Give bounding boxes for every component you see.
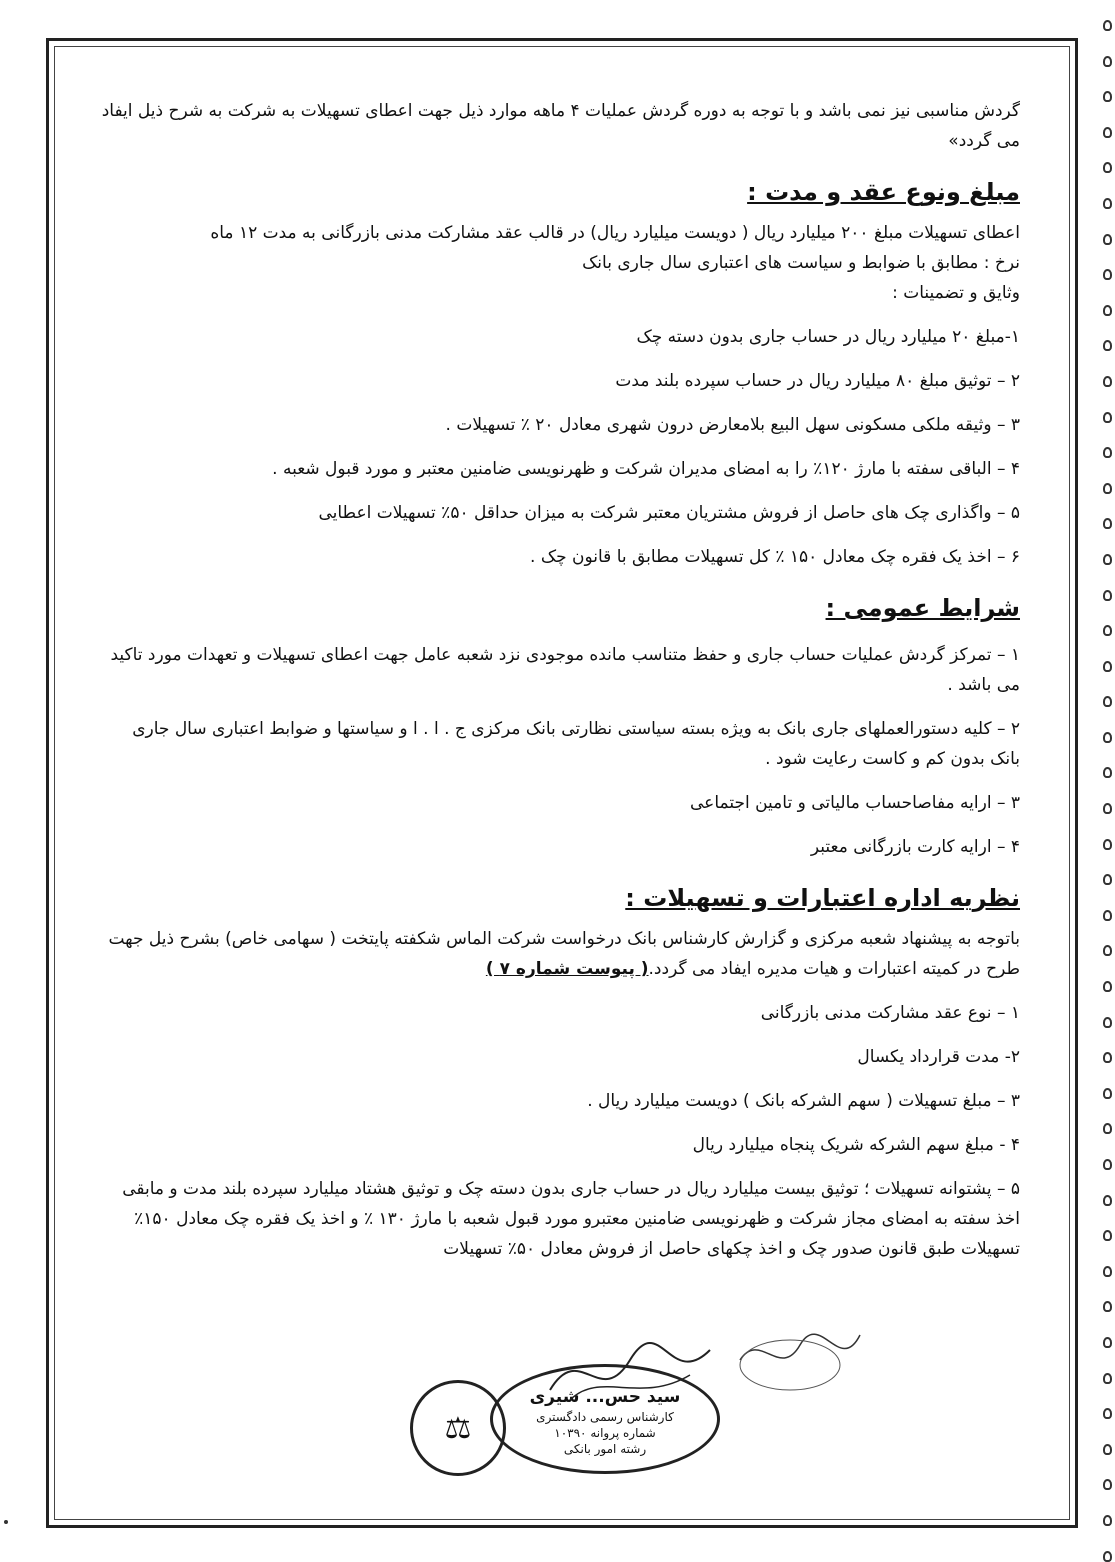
binding-hole-icon (1103, 1123, 1112, 1134)
binding-hole-icon (1103, 1373, 1112, 1384)
collateral-item: ۵ – واگذاری چک های حاصل از فروش مشتریان معتبر شرکت به میزان حداقل ۵۰٪ تسهیلات اعطایی (318, 503, 1020, 523)
binding-hole-icon (1103, 590, 1112, 601)
binding-hole-icon (1103, 376, 1112, 387)
appendix-reference: ( پیوست شماره ۷ ) (485, 959, 649, 979)
rate-line: نرخ : مطابق با ضوابط و سیاست های اعتباری سال جاری بانک (582, 253, 1020, 273)
general-term-item: ۳ – ارایه مفاصاحساب مالیاتی و تامین اجتماعی (690, 793, 1020, 813)
binding-hole-icon (1103, 1088, 1112, 1099)
scales-seal-icon: ⚖ (410, 1380, 506, 1476)
binding-hole-icon (1103, 945, 1112, 956)
binding-hole-icon (1103, 1337, 1112, 1348)
binding-hole-icon (1103, 483, 1112, 494)
opinion-item: ۱ – نوع عقد مشارکت مدنی بازرگانی (760, 1003, 1020, 1023)
binding-hole-icon (1103, 554, 1112, 565)
amount-line: اعطای تسهیلات مبلغ ۲۰۰ میلیارد ریال ( دویست میلیارد ریال) در قالب عقد مشارکت مدنی بازرگانی به مدت ۱۲ ماه (210, 223, 1020, 243)
binding-hole-icon (1103, 447, 1112, 458)
collateral-label: وثایق و تضمینات : (892, 283, 1020, 303)
opinion-item: ۴ - مبلغ سهم الشرکه شریک پنجاه میلیارد ریال (692, 1135, 1020, 1155)
signature-scribble (540, 1330, 720, 1420)
binding-hole-icon (1103, 1301, 1112, 1312)
binding-hole-icon (1103, 732, 1112, 743)
binding-hole-icon (1103, 56, 1112, 67)
binding-hole-icon (1103, 1408, 1112, 1419)
binding-hole-icon (1103, 1444, 1112, 1455)
binding-hole-icon (1103, 305, 1112, 316)
binding-hole-icon (1103, 839, 1112, 850)
binding-hole-icon (1103, 1266, 1112, 1277)
stamps-and-signatures (390, 1350, 870, 1530)
binding-hole-icon (1103, 910, 1112, 921)
binding-hole-icon (1103, 20, 1112, 31)
expert-stamp: سید حس... شیری کارشناس رسمی دادگستری شماره پروانه ۱۰۳۹۰ رشته امور بانکی (490, 1364, 720, 1474)
document-body (100, 96, 1020, 1426)
collateral-item: ۴ – الباقی سفته با مارژ ۱۲۰٪ را به امضای مدیران شرکت و ظهرنویسی ضامنین معتبر و مورد قبول شعبه . (272, 459, 1020, 479)
signature-scribble (730, 1320, 870, 1400)
binding-hole-icon (1103, 1017, 1112, 1028)
binding-hole-icon (1103, 1159, 1112, 1170)
collateral-item: ۳ – وثیقه ملکی مسکونی سهل البیع بلامعارض درون شهری معادل ۲۰ ٪ تسهیلات . (445, 415, 1020, 435)
opinion-item: ۳ – مبلغ تسهیلات ( سهم الشرکه بانک ) دویست میلیارد ریال . (587, 1091, 1020, 1111)
binding-hole-icon (1103, 661, 1112, 672)
opinion-intro: باتوجه به پیشنهاد شعبه مرکزی و گزارش کارشناس بانک درخواست شرکت الماس شکفته پایتخت ( سهامی خاص) بشرح ذیل جهت طرح در کمیته اعتبارات و هیات مدیره ایفاد می گردد.( پیوست شماره ۷ ) (108, 929, 1020, 979)
collateral-item: ۶ – اخذ یک فقره چک معادل ۱۵۰ ٪ کل تسهیلات مطابق با قانون چک . (530, 547, 1020, 567)
section-heading-credit-opinion: نظریه اداره اعتبارات و تسهیلات : (625, 884, 1020, 912)
binding-hole-icon (1103, 625, 1112, 636)
opinion-item: ۲- مدت قرارداد یکسال (857, 1047, 1020, 1067)
binding-hole-icon (1103, 1551, 1112, 1562)
binding-hole-icon (1103, 1230, 1112, 1241)
general-term-item: ۱ – تمرکز گردش عملیات حساب جاری و حفظ متناسب مانده موجودی نزد شعبه عامل جهت اعطای تسهیلات و تعهدات مورد تاکید می باشد . (110, 645, 1020, 695)
collateral-item: ۱-مبلغ ۲۰ میلیارد ریال در حساب جاری بدون دسته چک (636, 327, 1020, 347)
binding-hole-icon (1103, 1052, 1112, 1063)
binding-holes (1099, 20, 1115, 1562)
general-term-item: ۴ – ارایه کارت بازرگانی معتبر (810, 837, 1020, 857)
binding-hole-icon (1103, 340, 1112, 351)
binding-hole-icon (1103, 1515, 1112, 1526)
binding-hole-icon (1103, 412, 1112, 423)
binding-hole-icon (1103, 518, 1112, 529)
binding-hole-icon (1103, 162, 1112, 173)
binding-hole-icon (1103, 874, 1112, 885)
binding-hole-icon (1103, 269, 1112, 280)
binding-hole-icon (1103, 1479, 1112, 1490)
binding-hole-icon (1103, 198, 1112, 209)
binding-hole-icon (1103, 234, 1112, 245)
binding-hole-icon (1103, 696, 1112, 707)
binding-hole-icon (1103, 803, 1112, 814)
scan-dot (4, 1520, 8, 1524)
binding-hole-icon (1103, 767, 1112, 778)
binding-hole-icon (1103, 127, 1112, 138)
binding-hole-icon (1103, 981, 1112, 992)
collateral-item: ۲ – توثیق مبلغ ۸۰ میلیارد ریال در حساب سپرده بلند مدت (615, 371, 1020, 391)
binding-hole-icon (1103, 91, 1112, 102)
binding-hole-icon (1103, 1195, 1112, 1206)
opinion-item: ۵ – پشتوانه تسهیلات ؛ توثیق بیست میلیارد ریال در حساب جاری بدون دسته چک و توثیق هشتاد میلیارد سپرده بلند مدت و مابقی اخذ سفته به امضای مجاز شرکت و ظهرنویسی ضامنین معتبرو مورد قبول شعبه با مارژ ۱۳۰ ٪ و اخذ یک فقره چک معادل ۱۵۰٪ تسهیلات طبق قانون صدور چک و اخذ چکهای حاصل از فروش معادل ۵۰٪ تسهیلات (122, 1179, 1020, 1259)
intro-paragraph: گردش مناسبی نیز نمی باشد و با توجه به دوره گردش عملیات ۴ ماهه موارد ذیل جهت اعطای تسهیلات به شرکت به شرح ذیل ایفاد می گردد» (101, 101, 1020, 151)
section-heading-general-terms: شرایط عمومی : (825, 594, 1020, 622)
general-term-item: ۲ – کلیه دستورالعملهای جاری بانک به ویژه بسته سیاستی نظارتی بانک مرکزی ج . ا . ا و سیاستها و ضوابط اعتباری سال جاری بانک بدون کم و کاست رعایت شود . (132, 719, 1020, 769)
section-heading-amount: مبلغ ونوع عقد و مدت : (747, 178, 1020, 206)
